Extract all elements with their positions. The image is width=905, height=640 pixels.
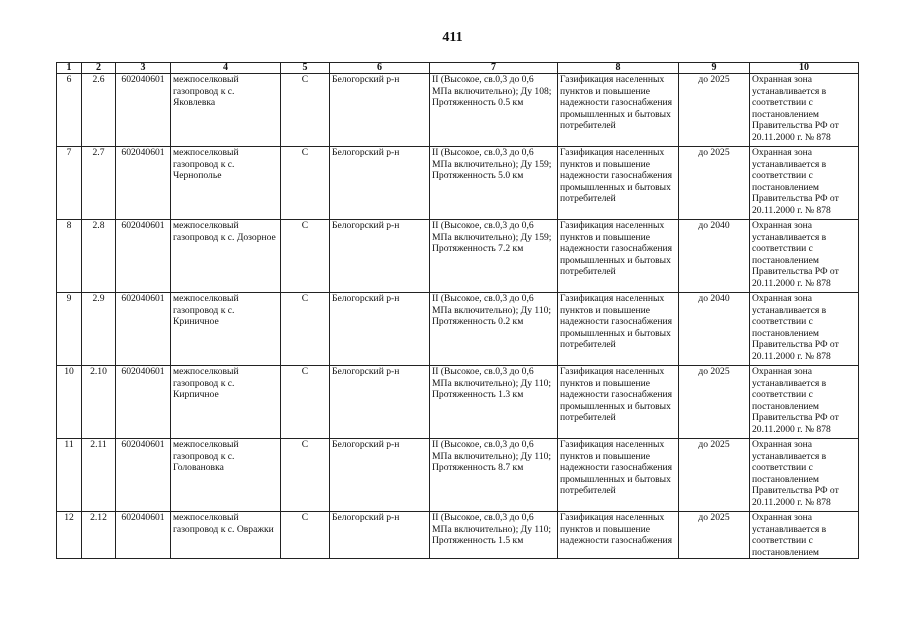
row-params: II (Высокое, св.0,3 до 0,6 МПа включительно); Ду 110; Протяженность 1.3 км: [430, 366, 558, 439]
header-row: [57, 63, 859, 74]
row-district: Белогорский р-н: [330, 147, 430, 220]
row-term: до 2040: [679, 220, 750, 293]
row-name: межпоселковый газопровод к с. Головановка: [171, 439, 281, 512]
row-district: Белогорский р-н: [330, 439, 430, 512]
col-header: 6: [330, 63, 430, 74]
row-id: 602040601: [116, 439, 171, 512]
row-code: 2.7: [82, 147, 116, 220]
row-type: С: [281, 74, 330, 147]
table-row: [57, 293, 859, 366]
row-purpose: Газификация населенных пунктов и повышение надежности газоснабжения промышленных и бытовых потребителей: [558, 74, 679, 147]
row-type: С: [281, 147, 330, 220]
table-row: [57, 439, 859, 512]
row-zone: Охранная зона устанавливается в соответствии с постановлением Правительства РФ от 20.11.2000 г. № 878: [750, 366, 859, 439]
row-term: до 2025: [679, 74, 750, 147]
row-number: 12: [57, 512, 82, 559]
row-zone: Охранная зона устанавливается в соответствии с постановлением Правительства РФ от 20.11.2000 г. № 878: [750, 74, 859, 147]
row-params: II (Высокое, св.0,3 до 0,6 МПа включительно); Ду 110; Протяженность 0.2 км: [430, 293, 558, 366]
col-header: 10: [750, 63, 859, 74]
row-id: 602040601: [116, 293, 171, 366]
table-row: [57, 74, 859, 147]
row-id: 602040601: [116, 220, 171, 293]
row-zone: Охранная зона устанавливается в соответствии с постановлением Правительства РФ от 20.11.2000 г. № 878: [750, 439, 859, 512]
row-district: Белогорский р-н: [330, 366, 430, 439]
row-term: до 2040: [679, 293, 750, 366]
row-term: до 2025: [679, 366, 750, 439]
row-district: Белогорский р-н: [330, 74, 430, 147]
row-term: до 2025: [679, 147, 750, 220]
row-code: 2.12: [82, 512, 116, 559]
row-term: до 2025: [679, 512, 750, 559]
row-zone: Охранная зона устанавливается в соответствии с постановлением Правительства РФ от 20.11.2000 г. № 878: [750, 293, 859, 366]
row-number: 11: [57, 439, 82, 512]
row-params: II (Высокое, св.0,3 до 0,6 МПа включительно); Ду 159; Протяженность 7.2 км: [430, 220, 558, 293]
row-district: Белогорский р-н: [330, 220, 430, 293]
table-row: [57, 512, 859, 559]
row-purpose: Газификация населенных пунктов и повышение надежности газоснабжения: [558, 512, 679, 559]
row-name: межпоселковый газопровод к с. Яковлевка: [171, 74, 281, 147]
row-code: 2.8: [82, 220, 116, 293]
row-id: 602040601: [116, 366, 171, 439]
row-code: 2.11: [82, 439, 116, 512]
row-params: II (Высокое, св.0,3 до 0,6 МПа включительно); Ду 110; Протяженность 8.7 км: [430, 439, 558, 512]
row-name: межпоселковый газопровод к с. Чернополье: [171, 147, 281, 220]
col-header: 5: [281, 63, 330, 74]
row-zone: Охранная зона устанавливается в соответствии с постановлением Правительства РФ от 20.11.2000 г. № 878: [750, 147, 859, 220]
row-type: С: [281, 512, 330, 559]
col-header: 4: [171, 63, 281, 74]
row-number: 7: [57, 147, 82, 220]
row-number: 9: [57, 293, 82, 366]
page-number: 411: [442, 30, 463, 45]
row-name: межпоселковый газопровод к с. Дозорное: [171, 220, 281, 293]
table-row: [57, 147, 859, 220]
row-district: Белогорский р-н: [330, 293, 430, 366]
row-id: 602040601: [116, 512, 171, 559]
row-name: межпоселковый газопровод к с. Криничное: [171, 293, 281, 366]
row-purpose: Газификация населенных пунктов и повышение надежности газоснабжения промышленных и бытовых потребителей: [558, 220, 679, 293]
col-header: 1: [57, 63, 82, 74]
row-purpose: Газификация населенных пунктов и повышение надежности газоснабжения промышленных и бытовых потребителей: [558, 439, 679, 512]
row-purpose: Газификация населенных пунктов и повышение надежности газоснабжения промышленных и бытовых потребителей: [558, 147, 679, 220]
row-id: 602040601: [116, 147, 171, 220]
row-zone: Охранная зона устанавливается в соответствии с постановлением: [750, 512, 859, 559]
row-name: межпоселковый газопровод к с. Кирпичное: [171, 366, 281, 439]
col-header: 2: [82, 63, 116, 74]
col-header: 3: [116, 63, 171, 74]
row-zone: Охранная зона устанавливается в соответствии с постановлением Правительства РФ от 20.11.2000 г. № 878: [750, 220, 859, 293]
row-purpose: Газификация населенных пунктов и повышение надежности газоснабжения промышленных и бытовых потребителей: [558, 366, 679, 439]
col-header: 9: [679, 63, 750, 74]
row-purpose: Газификация населенных пунктов и повышение надежности газоснабжения промышленных и бытовых потребителей: [558, 293, 679, 366]
row-number: 10: [57, 366, 82, 439]
row-id: 602040601: [116, 74, 171, 147]
row-params: II (Высокое, св.0,3 до 0,6 МПа включительно); Ду 108; Протяженность 0.5 км: [430, 74, 558, 147]
col-header: 7: [430, 63, 558, 74]
row-number: 8: [57, 220, 82, 293]
row-type: С: [281, 293, 330, 366]
row-name: межпоселковый газопровод к с. Овражки: [171, 512, 281, 559]
row-term: до 2025: [679, 439, 750, 512]
row-code: 2.9: [82, 293, 116, 366]
row-number: 6: [57, 74, 82, 147]
table-row: [57, 220, 859, 293]
row-params: II (Высокое, св.0,3 до 0,6 МПа включительно); Ду 110; Протяженность 1.5 км: [430, 512, 558, 559]
row-code: 2.10: [82, 366, 116, 439]
table-row: [57, 366, 859, 439]
row-type: С: [281, 366, 330, 439]
row-type: С: [281, 220, 330, 293]
register-table: [56, 62, 859, 559]
row-params: II (Высокое, св.0,3 до 0,6 МПа включительно); Ду 159; Протяженность 5.0 км: [430, 147, 558, 220]
row-code: 2.6: [82, 74, 116, 147]
col-header: 8: [558, 63, 679, 74]
row-district: Белогорский р-н: [330, 512, 430, 559]
row-type: С: [281, 439, 330, 512]
